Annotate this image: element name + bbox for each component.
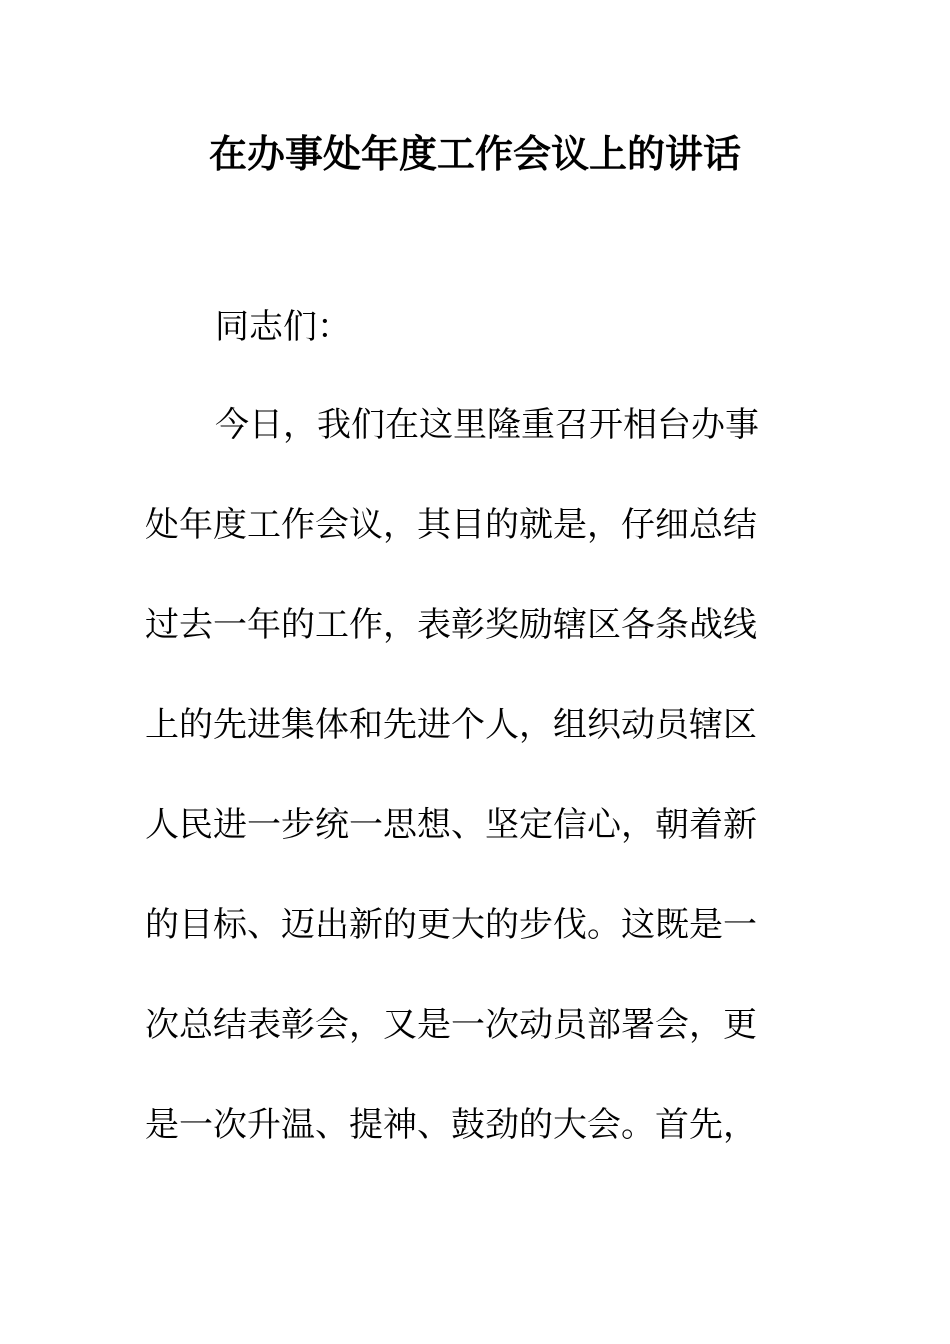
body-paragraph bbox=[145, 400, 785, 1200]
document-title: 在办事处年度工作会议上的讲话 bbox=[208, 131, 741, 176]
paragraph-line-5: 人民进一步统一思想、坚定信心，朝着新 bbox=[145, 805, 757, 845]
salutation: 同志们： bbox=[215, 307, 351, 347]
paragraph-line-3: 过去一年的工作，表彰奖励辖区各条战线 bbox=[145, 605, 757, 645]
paragraph-line-4: 上的先进集体和先进个人，组织动员辖区 bbox=[145, 705, 757, 745]
paragraph-line-2: 处年度工作会议，其目的就是，仔细总结 bbox=[145, 505, 757, 545]
paragraph-line-8: 是一次升温、提神、鼓劲的大会。首先， bbox=[145, 1105, 757, 1145]
paragraph-line-6: 的目标、迈出新的更大的步伐。这既是一 bbox=[145, 905, 757, 945]
paragraph-line-7: 次总结表彰会，又是一次动员部署会，更 bbox=[145, 1005, 757, 1045]
paragraph-line-1: 今日，我们在这里隆重召开相台办事 bbox=[215, 405, 759, 445]
